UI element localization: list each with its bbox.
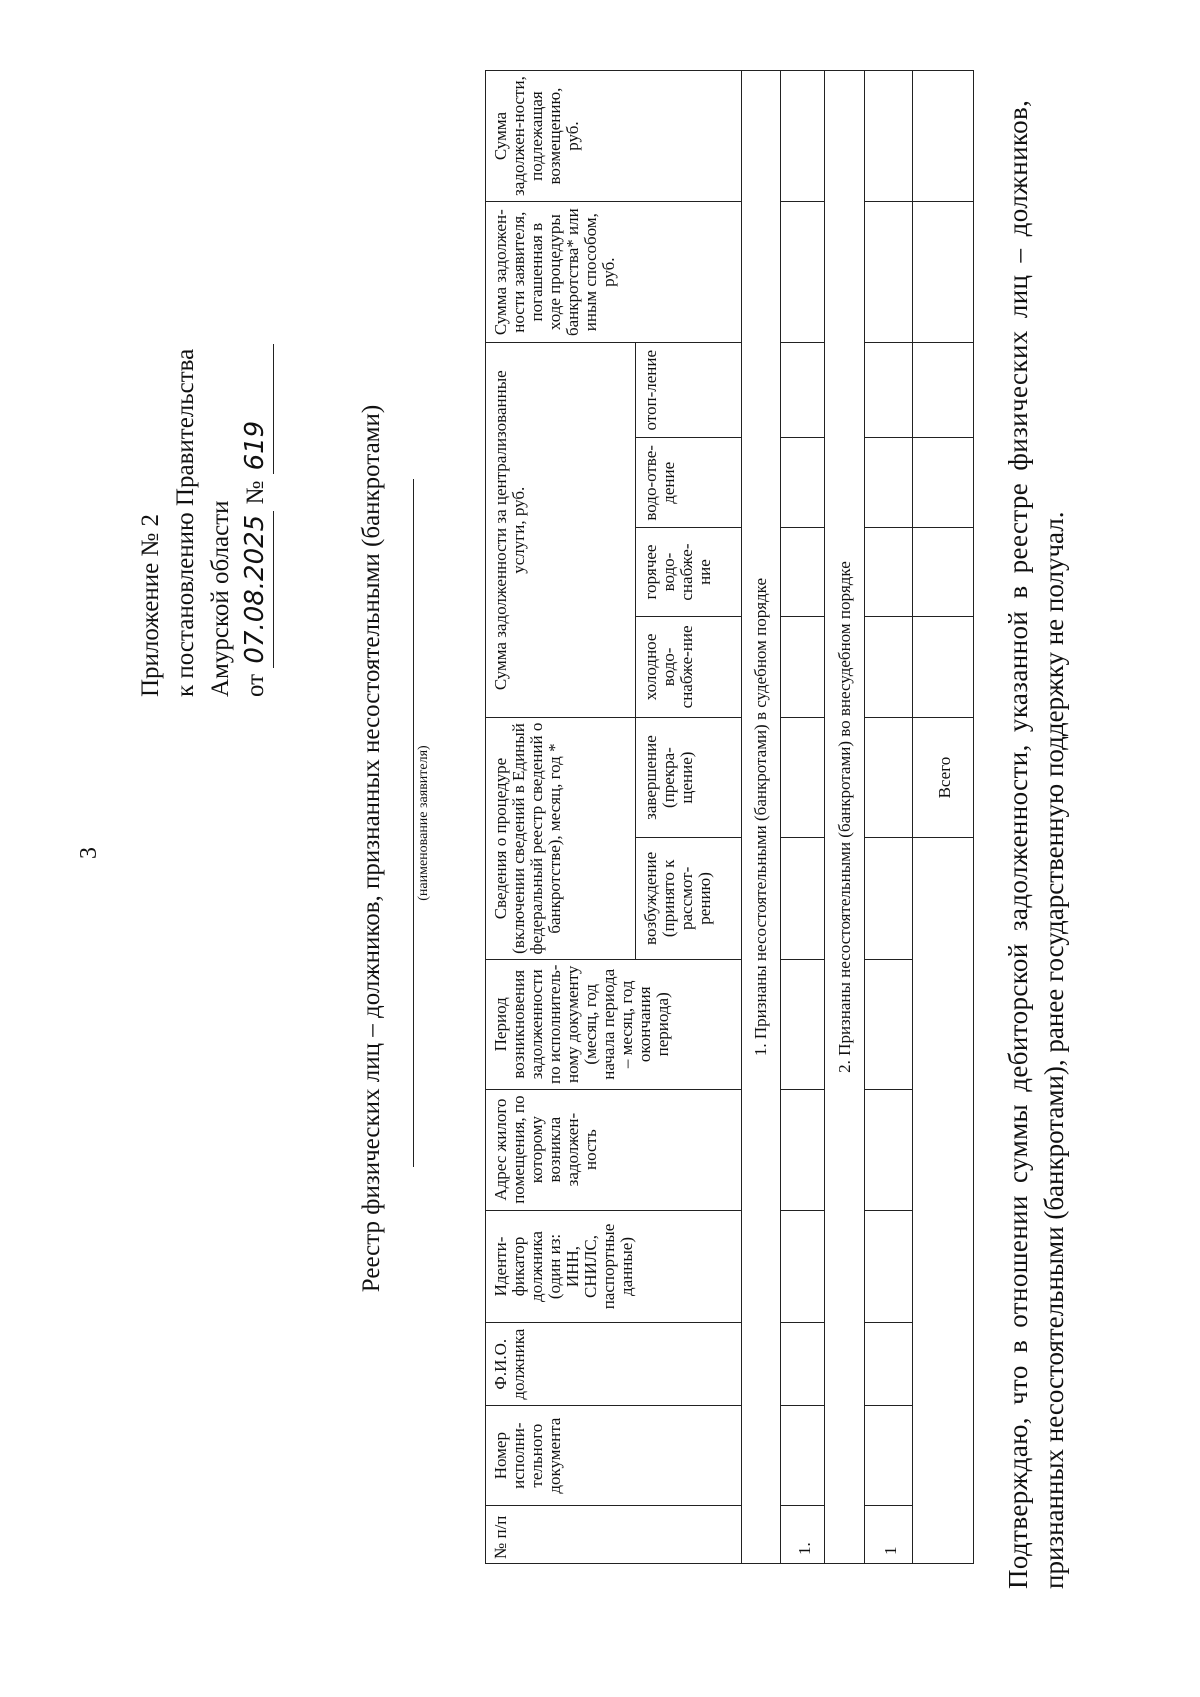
header-row-1 bbox=[486, 71, 636, 1564]
header-procedure-end: завершение (прекра-щение) bbox=[636, 718, 742, 838]
section-1-title: 1. Признаны несостоятельными (банкротами) в судебном порядке bbox=[742, 71, 781, 1564]
number-prefix: № bbox=[242, 480, 269, 505]
row-number: 1 bbox=[865, 1506, 913, 1564]
header-period: Период возникновения задолженности по исполнитель-ному документу (месяц, год начала периода – месяц, год окончания периода) bbox=[486, 959, 742, 1089]
cell-empty bbox=[913, 343, 974, 438]
page-number: 3 bbox=[76, 847, 102, 859]
header-compensation: Сумма задолжен-ности, подлежащая возмещению, руб. bbox=[486, 71, 742, 202]
document-title: Реестр физических лиц – должников, признанных несостоятельными (банкротами) bbox=[358, 404, 385, 1293]
total-label: Всего bbox=[913, 718, 974, 838]
section-1-row bbox=[742, 71, 781, 1564]
applicant-caption: (наименование заявителя) bbox=[416, 745, 431, 901]
cell-empty bbox=[781, 1089, 825, 1210]
cell-empty bbox=[865, 1210, 913, 1323]
header-debt-services: Сумма задолженности за централизованные услуги, руб. bbox=[486, 343, 636, 718]
header-fio: Ф.И.О. должника bbox=[486, 1323, 742, 1405]
cell-empty bbox=[865, 616, 913, 718]
header-repaid: Сумма задолжен-ности заявителя, погашенная в ходе процедуры банкротства* или иным способом, руб. bbox=[486, 202, 742, 343]
header-heating: отоп-ление bbox=[636, 343, 742, 438]
confirmation-text bbox=[1000, 89, 1072, 1589]
cell-empty bbox=[865, 528, 913, 616]
section-2-title: 2. Признаны несостоятельными (банкротами) во внесудебном порядке bbox=[825, 71, 865, 1564]
cell-empty bbox=[865, 438, 913, 528]
header-identifier: Иденти-фикатор должника (один из: ИНН, СНИЛС, паспортные данные) bbox=[486, 1210, 742, 1323]
cell-empty bbox=[865, 1089, 913, 1210]
date-prefix: от bbox=[242, 673, 269, 697]
cell-empty bbox=[913, 71, 974, 202]
header-sewerage: водо-отве-дение bbox=[636, 438, 742, 528]
cell-empty bbox=[781, 1323, 825, 1405]
header-hot-water: горячее водо-снабже-ние bbox=[636, 528, 742, 616]
section-2-row bbox=[825, 71, 865, 1564]
header-num: № п/п bbox=[486, 1506, 742, 1564]
appendix-line-3: Амурской области bbox=[207, 500, 234, 697]
cell-empty bbox=[781, 71, 825, 202]
cell-empty bbox=[913, 438, 974, 528]
header-address: Адрес жилого помещения, по которому возникла задолжен-ность bbox=[486, 1089, 742, 1210]
total-spacer bbox=[913, 837, 974, 1563]
registry-table bbox=[485, 70, 973, 1564]
appendix-line-2: к постановлению Правительства bbox=[172, 348, 199, 697]
table-row bbox=[865, 71, 913, 1564]
cell-empty bbox=[865, 1323, 913, 1405]
cell-empty bbox=[865, 1405, 913, 1506]
cell-empty bbox=[781, 202, 825, 343]
cell-empty bbox=[865, 837, 913, 959]
appendix-date-line bbox=[238, 344, 274, 697]
header-cold-water: холодное водо-снабже-ние bbox=[636, 616, 742, 718]
header-procedure-start: возбуждение (принято к рассмот-рению) bbox=[636, 837, 742, 959]
cell-empty bbox=[781, 1405, 825, 1506]
appendix-line-1: Приложение № 2 bbox=[137, 513, 164, 697]
cell-empty bbox=[781, 1210, 825, 1323]
cell-empty bbox=[781, 718, 825, 838]
cell-empty bbox=[913, 202, 974, 343]
cell-empty bbox=[781, 343, 825, 438]
table-row bbox=[781, 71, 825, 1564]
cell-empty bbox=[865, 959, 913, 1089]
cell-empty bbox=[865, 343, 913, 438]
cell-empty bbox=[865, 718, 913, 838]
handwritten-date: 07.08.2025 bbox=[238, 511, 274, 668]
header-exec-doc: Номер исполни-тельного документа bbox=[486, 1405, 742, 1506]
confirmation-line-1: Подтверждаю, что в отношении суммы дебиторской задолженности, указанной в реестре физических лиц – должников, bbox=[1003, 99, 1033, 1589]
row-number: 1. bbox=[781, 1506, 825, 1564]
total-row bbox=[913, 71, 974, 1564]
cell-empty bbox=[865, 71, 913, 202]
appendix-block bbox=[133, 344, 274, 697]
header-procedure: Сведения о процедуре (включении сведений в Единый федеральный реестр сведений о банкротстве), месяц, год * bbox=[486, 718, 636, 960]
confirmation-line-2: признанных несостоятельными (банкротами), ранее государственную поддержку не получал. bbox=[1039, 511, 1069, 1589]
applicant-name-line bbox=[413, 479, 414, 1167]
cell-empty bbox=[913, 616, 974, 718]
number-underline bbox=[249, 344, 274, 396]
cell-empty bbox=[781, 438, 825, 528]
cell-empty bbox=[781, 616, 825, 718]
cell-empty bbox=[781, 528, 825, 616]
cell-empty bbox=[781, 837, 825, 959]
cell-empty bbox=[781, 959, 825, 1089]
cell-empty bbox=[865, 202, 913, 343]
handwritten-number: 619 bbox=[238, 396, 274, 474]
cell-empty bbox=[913, 528, 974, 616]
